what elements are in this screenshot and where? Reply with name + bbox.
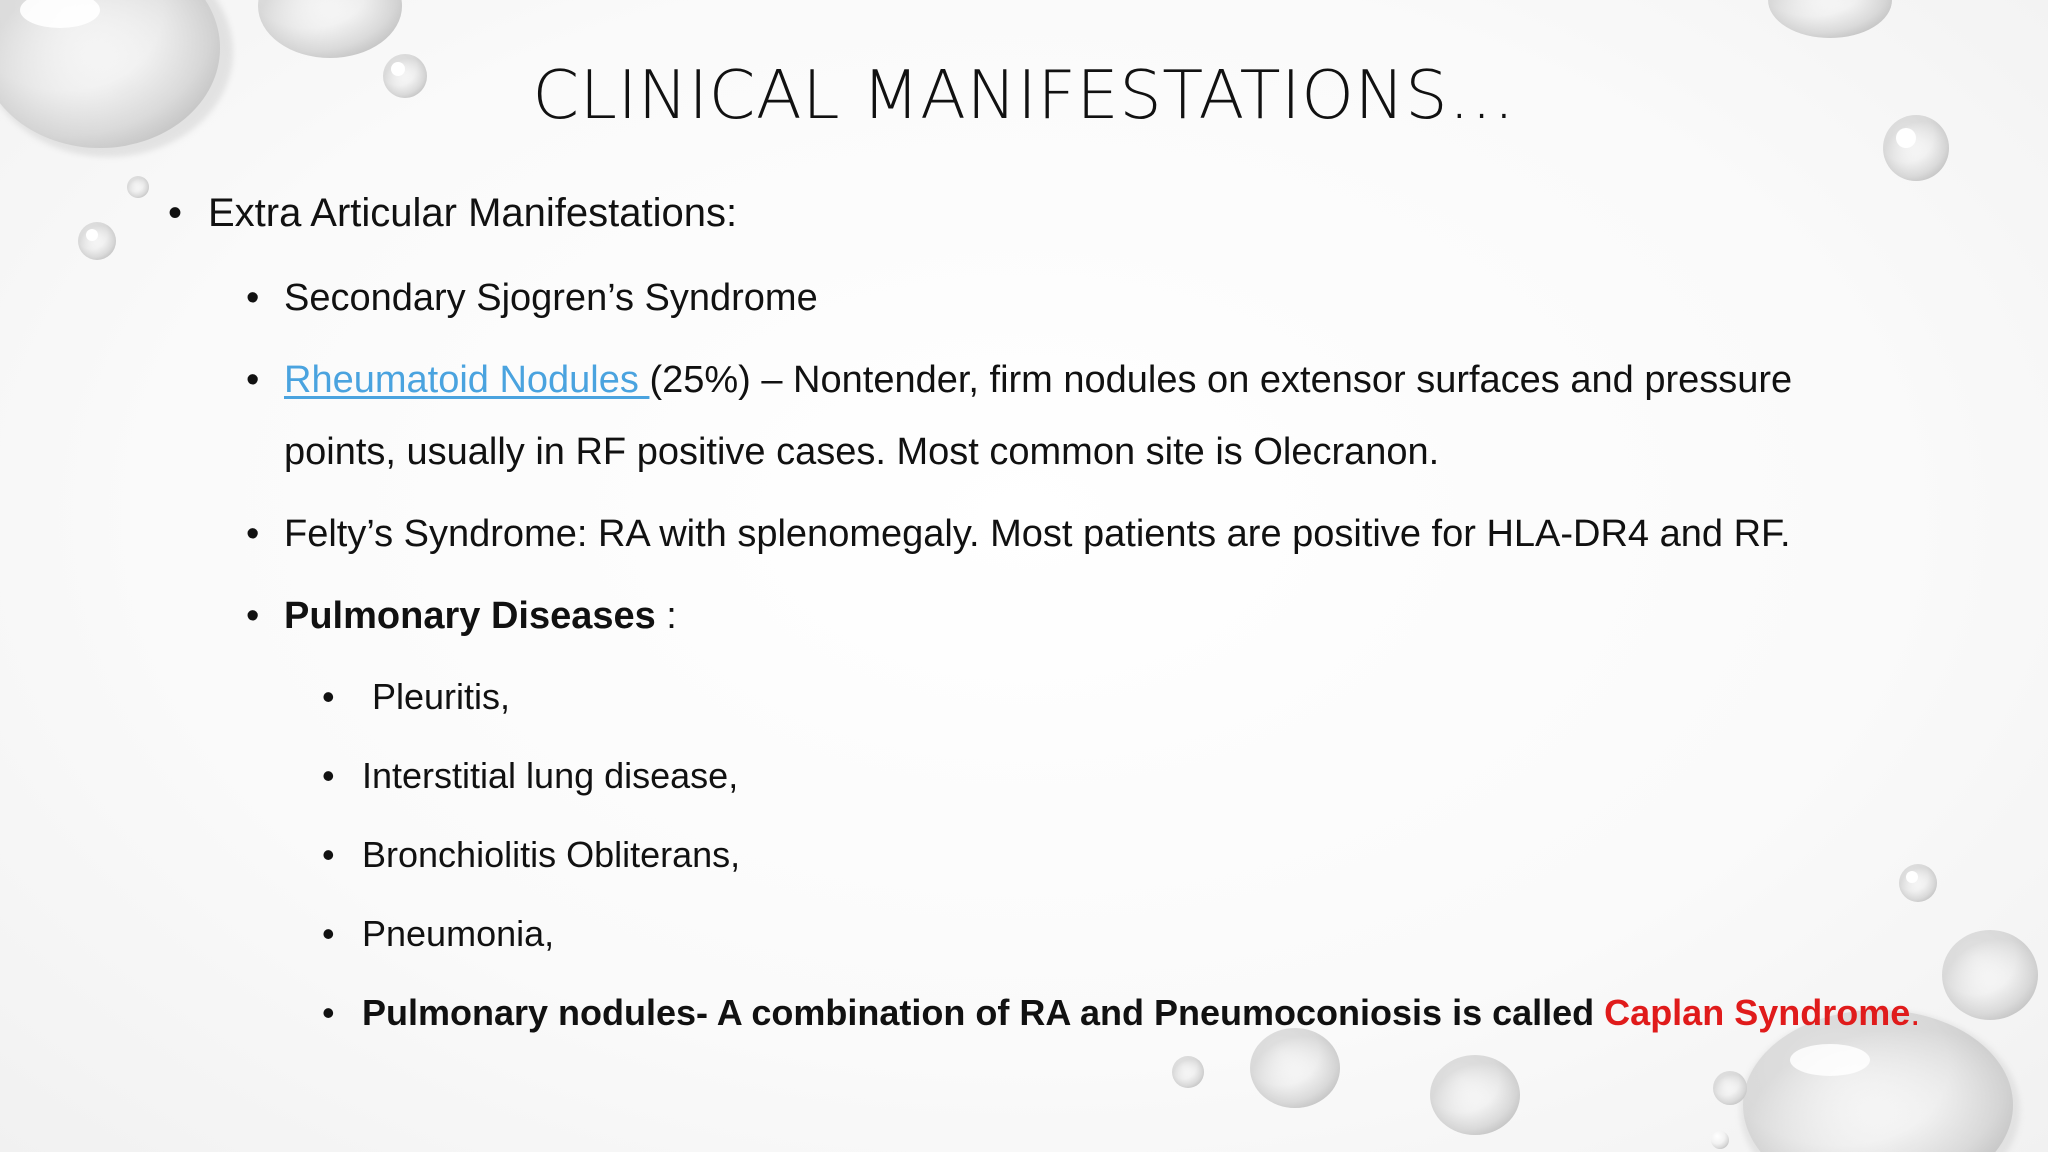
sub-item-interstitial xyxy=(322,751,739,801)
bullet-icon: • xyxy=(322,992,335,1033)
pneumonia-text: Pneumonia, xyxy=(362,913,555,954)
droplet-left-tiny-2 xyxy=(78,222,116,260)
droplet-top-right xyxy=(1768,0,1892,38)
droplet-bottom-center-3 xyxy=(1430,1055,1520,1135)
list-item-sjogren xyxy=(246,262,818,334)
caplan-syndrome-highlight: Caplan Syndrome xyxy=(1604,992,1911,1033)
rheumatoid-nodules-description: (25%) – Nontender, firm nodules on extensor surfaces and pressure xyxy=(649,359,1793,401)
list-item-pulmonary xyxy=(246,580,677,652)
bullet-icon: • xyxy=(246,359,260,401)
pulmonary-colon: : xyxy=(655,595,677,637)
sub-item-pleuritis xyxy=(322,672,511,722)
rheumatoid-nodules-continuation: points, usually in RF positive cases. Most common site is Olecranon. xyxy=(284,431,1440,473)
droplet-bottom-center-4 xyxy=(1713,1071,1747,1105)
droplet-left-tiny-1 xyxy=(127,176,149,198)
bullet-icon: • xyxy=(322,913,335,954)
rheumatoid-nodules-link[interactable]: Rheumatoid Nodules xyxy=(284,359,650,401)
pulmonary-heading: Pulmonary Diseases xyxy=(284,595,656,637)
sub-item-pulmonary-nodules xyxy=(322,988,1921,1038)
bullet-extra-articular xyxy=(168,185,738,241)
sub-item-pneumonia xyxy=(322,909,555,959)
sjogren-text: Secondary Sjogren’s Syndrome xyxy=(284,277,818,319)
pulmonary-nodules-text: Pulmonary nodules- A combination of RA and Pneumoconiosis is called xyxy=(362,992,1605,1033)
bullet-icon: • xyxy=(168,191,183,235)
bullet-icon: • xyxy=(322,834,335,875)
bullet-icon: • xyxy=(246,595,260,637)
bullet-icon: • xyxy=(322,755,335,796)
sub-item-bronchiolitis xyxy=(322,830,741,880)
list-item-felty xyxy=(246,498,1791,570)
felty-text: Felty’s Syndrome: RA with splenomegaly. Most patients are positive for HLA-DR4 and RF. xyxy=(284,513,1791,555)
list-item-rheumatoid-nodules xyxy=(246,344,1793,416)
droplet-bottom-center-1 xyxy=(1250,1028,1340,1108)
extra-articular-heading: Extra Articular Manifestations: xyxy=(208,191,738,235)
bullet-icon: • xyxy=(246,513,260,555)
pleuritis-text: Pleuritis, xyxy=(362,676,511,717)
bronchiolitis-text: Bronchiolitis Obliterans, xyxy=(362,834,741,875)
interstitial-text: Interstitial lung disease, xyxy=(362,755,739,796)
bullet-icon: • xyxy=(322,676,335,717)
bullet-icon: • xyxy=(246,277,260,319)
droplet-right-lower xyxy=(1942,930,2038,1020)
droplet-bottom-center-5 xyxy=(1711,1131,1729,1149)
droplet-right-small xyxy=(1899,864,1937,902)
droplet-bottom-center-2 xyxy=(1172,1056,1204,1088)
caplan-period: . xyxy=(1910,992,1921,1033)
slide-title: CLINICAL MANIFESTATIONS… xyxy=(532,56,1516,134)
